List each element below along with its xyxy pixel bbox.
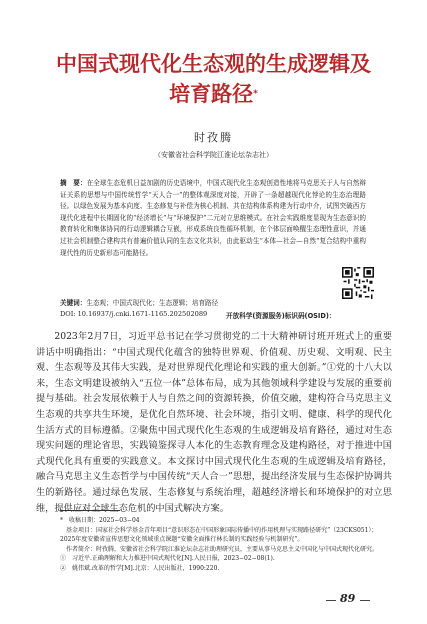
keywords-line [60,297,218,307]
footnote-divider [60,510,120,511]
footnote-author-bio: 作者简介：时孜腾，安徽省社会科学院江淮论坛杂志社助理研究员，主要从事马克思主义中国化与中国式现代化研究。 [60,545,379,553]
paper-title-line-2 [0,80,427,109]
doi-text: DOI: 10.16937/j.cnki.1671-1165.202502089 [60,310,208,318]
footnote-funding: 基金项目：国家社会科学基金青年项目“意识形态在中国形象国际传播中的作用机理与实现路径研究”（23CKS051）；2025年度安徽省宣传思想文化领域重点课题“安徽全面推行林长制的实践经验与机制研究”。 [60,526,378,544]
page-number-dash-left [326,600,336,601]
paper-title-line-1: 中国式现代化生态观的生成逻辑及 [56,52,371,76]
footnote-reference-2: ② 姚伟斌.改革的哲学[M].北京：人民出版社，1990:220. [60,564,220,572]
footnote-reference-1: ① 习近平.正确理解和大力推进中国式现代化[N].人民日报，2023−02−08(1). [60,555,275,563]
keywords-text: 生态观；中国式现代化；生态逻辑；培育路径 [86,299,219,307]
body-paragraph: 2023年2月7日，习近平总书记在学习贯彻党的二十大精神研讨班开班式上的重要讲话中明确指出：“中国式现代化蕴含的独特世界观、价值观、历史观、文明观、民主观、生态观等及其伟大实践，是对世界现代化理论和实践的重大创新。”①党的十八大以来，生态文明建设被纳入“五位一体”总体布局，成为其他领域科学建设与发展的重要前提与基础。社会发展依赖于人与自然之间的资源转换，价值交融，建构符合马克思主义生态观的共享共生环境，是优化自然环境、社会环境，指引文明、健康、科学的现代化生活方式的目标遵循。②聚焦中国式现代化生态观的生成逻辑及培育路径，通过对生态现实问题的理论省思，实践镜鉴探寻人本化的生态教育理念及建构路径，对于推进中国式现代化具有重要的实践意义。本文探讨中国式现代化生态观的生成逻辑及培育路径，融合马克思主义生态哲学与中国传统“天人合一”思想，提出经济发展与生态保护协调共生的新路径。通过绿色发展、生态修复与系统治理，超越经济增长和环境保护的对立思维，提供应对全球生态危机的中国式解决方案。 [36,331,392,514]
page-number-dash-right [360,600,370,601]
keywords-label: 关键词： [60,299,87,307]
abstract-label: 摘 要： [60,179,87,187]
abstract-text: 在全球生态危机日益加剧的历史语境中，中国式现代化生态观创造性地将马克思关于人与自然辩证关系的思想与中国传统哲学“天人合一”的整体观深度对接，开辟了一条超越现代化悖论的生态治理路径。以绿色发展为基本向度、生态修复与补偿为核心机制、共在结构体系构建为行动中介，试图突破西方现代化进程中长期固化的“经济增长”与“环境保护”二元对立思维模式。在社会实践维度显现为生态意识的教育转化和集体协同的行动逻辑耦合互嵌，形成系统良性循环机制，在个体层面唤醒生态理性意识，并通过社会机制整合建构共有普遍价值认同的生态文化共识，由此驱动生“本体—社会—自然”复合结构中重构现代性的历史新形态可能路径。 [60,179,367,257]
footnotes [60,516,390,574]
author-name: 时孜腾 [194,131,233,144]
paper-title-text: 培育路径 [169,82,254,106]
title-footnote-mark: * [253,89,258,99]
osid-label: 开放科学(资源服务)标识码(OSID)： [226,312,336,320]
abstract [60,178,366,259]
page-number: 89 [340,592,356,605]
footnote-received: * 收稿日期：2025−03−04 [60,517,140,524]
qr-code-icon[interactable] [342,267,374,299]
author-affiliation: （安徽省社会科学院江淮论坛杂志社） [154,151,273,159]
